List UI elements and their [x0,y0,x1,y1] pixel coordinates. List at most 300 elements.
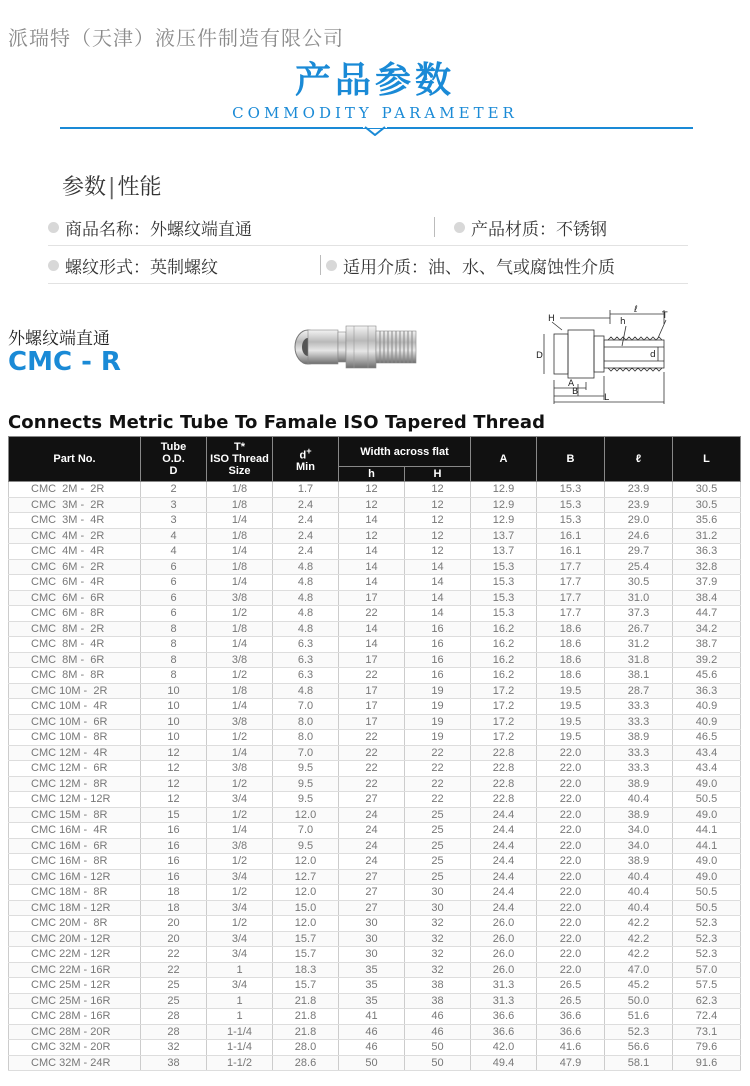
table-cell: 21.8 [273,1024,339,1040]
table-row [9,1055,741,1071]
table-cell: 38 [405,993,471,1009]
table-cell: 49.4 [471,1055,537,1071]
table-cell: 35 [339,978,405,994]
table-cell: 40.4 [605,792,673,808]
table-cell: 3 [141,497,207,513]
table-cell: 44.7 [673,606,741,622]
param-separator [320,255,321,275]
table-cell: 38.9 [605,776,673,792]
table-cell: 24.4 [471,838,537,854]
table-cell: 22 [339,761,405,777]
table-cell: 6.3 [273,637,339,653]
table-cell: 4.8 [273,606,339,622]
table-cell: 26.5 [537,993,605,1009]
table-cell: 26.5 [537,978,605,994]
table-cell: 1/4 [207,823,273,839]
table-cell: 12 [405,497,471,513]
table-cell: 12 [405,544,471,560]
table-cell: 52.3 [605,1024,673,1040]
table-cell: 50 [339,1055,405,1071]
table-cell: 31.2 [673,528,741,544]
table-cell: 25 [405,823,471,839]
part-number-cell: CMC 3M - 2R [9,497,141,513]
table-cell: 22.0 [537,931,605,947]
table-cell: 49.0 [673,776,741,792]
part-number-cell: CMC 6M - 8R [9,606,141,622]
page-title: 产品参数 [294,60,455,101]
table-cell: 7.0 [273,823,339,839]
part-number-cell: CMC 15M - 8R [9,807,141,823]
part-number-cell: CMC 16M - 4R [9,823,141,839]
table-cell: 24 [339,823,405,839]
table-cell: 15.3 [471,606,537,622]
table-cell: 19.5 [537,699,605,715]
table-cell: 12.9 [471,497,537,513]
table-cell: 38.1 [605,668,673,684]
params-heading-sub: 性能 [117,175,162,200]
table-cell: 42.2 [605,931,673,947]
table-cell: 12.9 [471,513,537,529]
table-cell: 1/2 [207,885,273,901]
table-cell: 30.5 [673,482,741,498]
table-cell: 79.6 [673,1040,741,1056]
chevron-down-icon [363,122,387,136]
table-cell: 30 [405,885,471,901]
table-cell: 1 [207,993,273,1009]
drawing-label-h: h [620,317,626,327]
part-number-cell: CMC 18M - 12R [9,900,141,916]
table-cell: 32 [405,931,471,947]
table-cell: 50.5 [673,900,741,916]
part-number-cell: CMC 6M - 4R [9,575,141,591]
table-cell: 17.7 [537,606,605,622]
table-cell: 16 [405,621,471,637]
table-cell: 12 [339,528,405,544]
table-cell: 14 [405,606,471,622]
fitting-photo [292,317,422,373]
drawing-label-d: d [650,350,656,360]
table-cell: 1-1/2 [207,1055,273,1071]
table-cell: 4.8 [273,590,339,606]
table-cell: 34.0 [605,823,673,839]
table-cell: 40.4 [605,900,673,916]
table-cell: 33.3 [605,761,673,777]
table-row [9,621,741,637]
table-row [9,559,741,575]
table-row [9,637,741,653]
table-cell: 18 [141,885,207,901]
table-cell: 35 [339,993,405,1009]
table-cell: 1.7 [273,482,339,498]
table-cell: 1/2 [207,730,273,746]
drawing-label-H: H [548,314,555,324]
table-cell: 16 [405,637,471,653]
table-cell: 30 [339,947,405,963]
drawing-label-D: D [536,351,543,361]
table-cell: 3/8 [207,714,273,730]
table-cell: 14 [339,637,405,653]
table-cell: 22 [405,776,471,792]
spec-table-body [9,482,741,1071]
table-cell: 17 [339,699,405,715]
table-row [9,497,741,513]
part-number-cell: CMC 22M - 12R [9,947,141,963]
table-cell: 24.4 [471,854,537,870]
table-cell: 12 [141,761,207,777]
table-cell: 15.3 [537,497,605,513]
table-cell: 16.1 [537,528,605,544]
table-cell: 20 [141,916,207,932]
table-cell: 30.5 [605,575,673,591]
table-cell: 21.8 [273,1009,339,1025]
table-cell: 22.8 [471,776,537,792]
table-cell: 22.0 [537,792,605,808]
table-cell: 38 [405,978,471,994]
table-cell: 36.3 [673,544,741,560]
table-cell: 2.4 [273,544,339,560]
table-cell: 15 [141,807,207,823]
table-cell: 30 [339,931,405,947]
part-number-cell: CMC 16M - 12R [9,869,141,885]
table-cell: 22 [141,962,207,978]
table-cell: 12.0 [273,885,339,901]
col-header-L: L [673,437,741,482]
table-cell: 38 [141,1055,207,1071]
table-cell: 1 [207,1009,273,1025]
table-cell: 22 [141,947,207,963]
table-cell: 34.0 [605,838,673,854]
table-cell: 17.2 [471,683,537,699]
table-cell: 18.6 [537,637,605,653]
part-number-cell: CMC 10M - 8R [9,730,141,746]
table-row [9,823,741,839]
table-cell: 22.0 [537,745,605,761]
table-cell: 25 [405,807,471,823]
table-cell: 24.4 [471,807,537,823]
table-cell: 29.7 [605,544,673,560]
table-cell: 12 [141,792,207,808]
table-cell: 36.6 [471,1009,537,1025]
table-cell: 16.1 [537,544,605,560]
table-cell: 32 [405,962,471,978]
page-subtitle: COMMODITY PARAMETER [232,104,518,122]
table-cell: 33.3 [605,699,673,715]
table-cell: 14 [405,575,471,591]
table-row [9,482,741,498]
col-header-H: H [405,467,471,482]
table-cell: 16.2 [471,668,537,684]
table-row [9,513,741,529]
col-header-B: B [537,437,605,482]
product-model: CMC - R [8,347,121,377]
table-cell: 42.0 [471,1040,537,1056]
table-cell: 3/4 [207,792,273,808]
table-cell: 32.8 [673,559,741,575]
table-cell: 8 [141,637,207,653]
table-cell: 46 [339,1024,405,1040]
table-cell: 33.3 [605,714,673,730]
table-row [9,792,741,808]
table-cell: 12 [405,528,471,544]
table-cell: 22 [405,792,471,808]
table-cell: 2 [141,482,207,498]
table-cell: 12 [405,482,471,498]
part-number-cell: CMC 32M - 20R [9,1040,141,1056]
table-cell: 30 [405,900,471,916]
table-cell: 45.2 [605,978,673,994]
table-cell: 15.3 [537,513,605,529]
table-cell: 25 [405,838,471,854]
table-cell: 72.4 [673,1009,741,1025]
table-row [9,714,741,730]
table-cell: 22.0 [537,916,605,932]
part-number-cell: CMC 12M - 4R [9,745,141,761]
table-row [9,931,741,947]
table-cell: 22 [339,668,405,684]
table-cell: 1/4 [207,513,273,529]
table-cell: 12.0 [273,807,339,823]
table-cell: 19.5 [537,714,605,730]
table-cell: 15.3 [471,559,537,575]
table-cell: 1/8 [207,497,273,513]
table-title: Connects Metric Tube To Famale ISO Tapered Thread [8,412,546,433]
part-number-cell: CMC 25M - 16R [9,993,141,1009]
table-cell: 14 [339,559,405,575]
table-cell: 16 [405,668,471,684]
row-divider [48,245,688,246]
table-cell: 1/4 [207,699,273,715]
table-cell: 46 [405,1024,471,1040]
table-cell: 30 [339,916,405,932]
table-cell: 27 [339,869,405,885]
table-cell: 22.0 [537,885,605,901]
table-row [9,683,741,699]
param-separator [434,217,435,237]
table-cell: 25 [141,978,207,994]
table-cell: 28 [141,1009,207,1025]
table-cell: 16 [141,869,207,885]
table-cell: 47.9 [537,1055,605,1071]
table-row [9,606,741,622]
table-cell: 19.5 [537,730,605,746]
table-cell: 36.6 [537,1009,605,1025]
table-cell: 9.5 [273,776,339,792]
table-cell: 34.2 [673,621,741,637]
table-cell: 16 [141,838,207,854]
param-thread-text: 螺纹形式：英制螺纹 [65,257,218,278]
table-cell: 14 [339,544,405,560]
table-row [9,776,741,792]
table-cell: 22 [405,745,471,761]
part-number-cell: CMC 20M - 12R [9,931,141,947]
table-cell: 26.0 [471,947,537,963]
table-row [9,947,741,963]
table-cell: 40.4 [605,869,673,885]
table-cell: 18 [141,900,207,916]
drawing-label-T: T [662,311,668,321]
table-cell: 24.4 [471,823,537,839]
table-cell: 3 [141,513,207,529]
table-cell: 28.0 [273,1040,339,1056]
table-cell: 24.4 [471,869,537,885]
table-cell: 33.3 [605,745,673,761]
table-cell: 18.6 [537,621,605,637]
table-row [9,528,741,544]
table-cell: 40.4 [605,885,673,901]
table-cell: 10 [141,730,207,746]
table-cell: 1/8 [207,683,273,699]
part-number-cell: CMC 6M - 6R [9,590,141,606]
table-cell: 38.7 [673,637,741,653]
company-name: 派瑞特（天津）液压件制造有限公司 [8,26,344,50]
table-cell: 14 [405,590,471,606]
table-row [9,962,741,978]
table-cell: 19 [405,699,471,715]
table-cell: 13.7 [471,544,537,560]
bullet-dot-icon [326,260,337,271]
table-cell: 50 [405,1040,471,1056]
table-cell: 40.9 [673,714,741,730]
col-header-tube-od: Tube O.D. D [141,437,207,482]
part-number-cell: CMC 8M - 8R [9,668,141,684]
table-cell: 36.3 [673,683,741,699]
table-cell: 2.4 [273,513,339,529]
table-row [9,652,741,668]
table-cell: 52.3 [673,931,741,947]
table-cell: 27 [339,885,405,901]
table-cell: 22 [339,606,405,622]
part-number-cell: CMC 28M - 20R [9,1024,141,1040]
table-cell: 73.1 [673,1024,741,1040]
table-cell: 1-1/4 [207,1040,273,1056]
table-cell: 22.0 [537,823,605,839]
part-number-cell: CMC 10M - 2R [9,683,141,699]
table-cell: 10 [141,683,207,699]
table-cell: 8 [141,668,207,684]
table-cell: 38.9 [605,807,673,823]
table-cell: 1/4 [207,745,273,761]
table-cell: 17 [339,683,405,699]
table-cell: 31.8 [605,652,673,668]
param-name-text: 商品名称：外螺纹端直通 [65,219,252,240]
table-row [9,699,741,715]
table-row [9,1040,741,1056]
table-row [9,900,741,916]
part-number-cell: CMC 3M - 4R [9,513,141,529]
table-cell: 4.8 [273,683,339,699]
part-number-cell: CMC 4M - 2R [9,528,141,544]
table-cell: 16 [405,652,471,668]
table-cell: 1/4 [207,575,273,591]
part-number-cell: CMC 16M - 6R [9,838,141,854]
param-thread [48,247,218,283]
table-row [9,885,741,901]
table-cell: 3/4 [207,978,273,994]
table-cell: 31.0 [605,590,673,606]
col-header-d-min: d+ Min [273,437,339,482]
table-cell: 1/8 [207,621,273,637]
table-cell: 17 [339,652,405,668]
table-cell: 12.0 [273,854,339,870]
table-row [9,745,741,761]
table-cell: 13.7 [471,528,537,544]
table-cell: 40.9 [673,699,741,715]
table-cell: 9.5 [273,792,339,808]
table-cell: 6 [141,559,207,575]
part-number-cell: CMC 10M - 4R [9,699,141,715]
table-cell: 17.7 [537,590,605,606]
table-cell: 22 [339,730,405,746]
table-cell: 2.4 [273,497,339,513]
part-number-cell: CMC 8M - 6R [9,652,141,668]
table-cell: 23.9 [605,482,673,498]
table-cell: 26.0 [471,931,537,947]
table-row [9,761,741,777]
table-cell: 17 [339,714,405,730]
table-row [9,838,741,854]
product-name: 外螺纹端直通 [8,329,110,349]
table-cell: 12 [141,745,207,761]
table-cell: 7.0 [273,745,339,761]
table-cell: 1/2 [207,668,273,684]
table-cell: 21.8 [273,993,339,1009]
dimension-drawing [530,304,680,408]
table-cell: 31.2 [605,637,673,653]
table-cell: 3/8 [207,761,273,777]
table-cell: 16.2 [471,637,537,653]
part-number-cell: CMC 4M - 4R [9,544,141,560]
table-cell: 45.6 [673,668,741,684]
part-number-cell: CMC 16M - 8R [9,854,141,870]
table-cell: 19.5 [537,683,605,699]
part-number-cell: CMC 10M - 6R [9,714,141,730]
table-cell: 46 [405,1009,471,1025]
table-cell: 22.0 [537,776,605,792]
table-cell: 15.7 [273,947,339,963]
table-cell: 24 [339,854,405,870]
table-cell: 28 [141,1024,207,1040]
table-cell: 16 [141,823,207,839]
table-cell: 18.6 [537,668,605,684]
table-cell: 37.3 [605,606,673,622]
table-cell: 10 [141,714,207,730]
table-cell: 26.7 [605,621,673,637]
table-cell: 20 [141,931,207,947]
table-cell: 18.6 [537,652,605,668]
table-row [9,590,741,606]
table-cell: 9.5 [273,838,339,854]
part-number-cell: CMC 20M - 8R [9,916,141,932]
table-cell: 1/2 [207,606,273,622]
table-cell: 12 [141,776,207,792]
table-cell: 43.4 [673,761,741,777]
table-cell: 23.9 [605,497,673,513]
table-row [9,978,741,994]
table-cell: 49.0 [673,854,741,870]
table-cell: 50.5 [673,792,741,808]
table-cell: 3/4 [207,931,273,947]
table-cell: 3/4 [207,947,273,963]
table-cell: 46 [339,1040,405,1056]
table-cell: 8 [141,621,207,637]
table-cell: 22.8 [471,792,537,808]
table-cell: 14 [339,513,405,529]
table-cell: 12 [339,497,405,513]
table-cell: 1 [207,962,273,978]
table-cell: 8.0 [273,730,339,746]
table-cell: 41 [339,1009,405,1025]
table-cell: 22.0 [537,807,605,823]
